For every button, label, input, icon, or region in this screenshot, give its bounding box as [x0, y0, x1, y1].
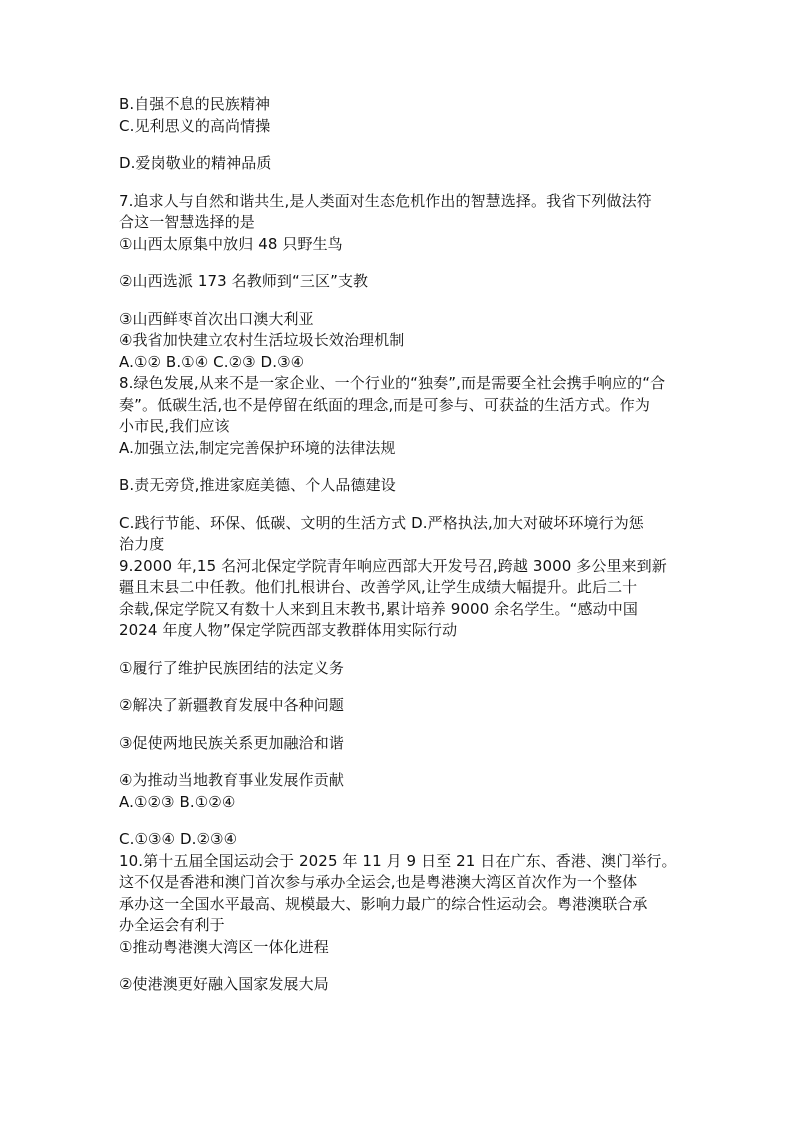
option-d: D.爱岗敬业的精神品质 — [119, 154, 272, 172]
question-9-stem-line-3: 余载,保定学院又有数十人来到且末教书,累计培养 9000 余名学生。“感动中国 — [119, 599, 638, 618]
question-10-item-1: ①推动粤港澳大湾区一体化进程 — [119, 937, 329, 956]
question-9-item-1: ①履行了维护民族团结的法定义务 — [119, 658, 344, 677]
question-8-option-a: A.加强立法,制定完善保护环境的法律法规 — [119, 438, 396, 457]
question-9-stem-line-2: 疆且末县二中任教。他们扎根讲台、改善学风,让学生成绩大幅提升。此后二十 — [119, 578, 638, 596]
question-9-stem-line-4: 2024 年度人物”保定学院西部支教群体用实际行动 — [119, 621, 458, 639]
question-8-option-c-d: C.践行节能、环保、低碳、文明的生活方式 D.严格执法,加大对破坏环境行为惩 — [119, 513, 644, 532]
question-10-stem-line-1: 10.第十五届全国运动会于 2025 年 11 月 9 日至 21 日在广东、香港、澳门举行。 — [119, 851, 677, 870]
question-8-stem-line-2: 奏”。低碳生活,也不是停留在纸面的理念,而是可参与、可获益的生活方式。作为 — [119, 395, 651, 414]
question-10-item-2: ②使港澳更好融入国家发展大局 — [119, 975, 329, 993]
question-7-stem-line-2: 合这一智慧选择的是 — [119, 213, 255, 231]
question-10-stem-line-2: 这不仅是香港和澳门首次参与承办全运会,也是粤港澳大湾区首次作为一个整体 — [119, 873, 638, 891]
question-10-stem-line-3: 承办这一全国水平最高、规模最大、影响力最广的综合性运动会。粤港澳联合承 — [119, 894, 648, 913]
question-7-item-3: ③山西鲜枣首次出口澳大利亚 — [119, 309, 314, 328]
question-9-item-3: ③促使两地民族关系更加融洽和谐 — [119, 733, 344, 752]
question-9-item-4: ④为推动当地教育事业发展作贡献 — [119, 771, 344, 789]
question-9-choices-cd: C.①③④ D.②③④ — [119, 830, 238, 848]
question-7-stem-line-1: 7.追求人与自然和谐共生,是人类面对生态危机作出的智慧选择。我省下列做法符 — [119, 191, 652, 210]
document-page — [119, 94, 689, 996]
option-c: C.见利思义的高尚情操 — [119, 116, 271, 135]
question-8-stem-line-3: 小市民,我们应该 — [119, 417, 230, 435]
question-9-choices-ab: A.①②③ B.①②④ — [119, 792, 236, 811]
question-8-stem-line-1: 8.绿色发展,从来不是一家企业、一个行业的“独奏”,而是需要全社会携手响应的“合 — [119, 374, 666, 392]
question-9-stem-line-1: 9.2000 年,15 名河北保定学院青年响应西部大开发号召,跨越 3000 多公里来到新 — [119, 556, 667, 575]
question-7-choices: A.①② B.①④ C.②③ D.③④ — [119, 352, 305, 371]
question-9-item-2: ②解决了新疆教育发展中各种问题 — [119, 696, 344, 714]
question-8-option-d-cont: 治力度 — [119, 535, 165, 553]
question-8-option-b: B.责无旁贷,推进家庭美德、个人品德建设 — [119, 476, 396, 494]
question-7-item-4: ④我省加快建立农村生活垃圾长效治理机制 — [119, 331, 405, 349]
question-7-item-2: ②山西选派 173 名教师到“三区”支教 — [119, 272, 369, 290]
question-7-item-1: ①山西太原集中放归 48 只野生鸟 — [119, 234, 343, 253]
option-b: B.自强不息的民族精神 — [119, 95, 271, 113]
question-10-stem-line-4: 办全运会有利于 — [119, 916, 225, 934]
